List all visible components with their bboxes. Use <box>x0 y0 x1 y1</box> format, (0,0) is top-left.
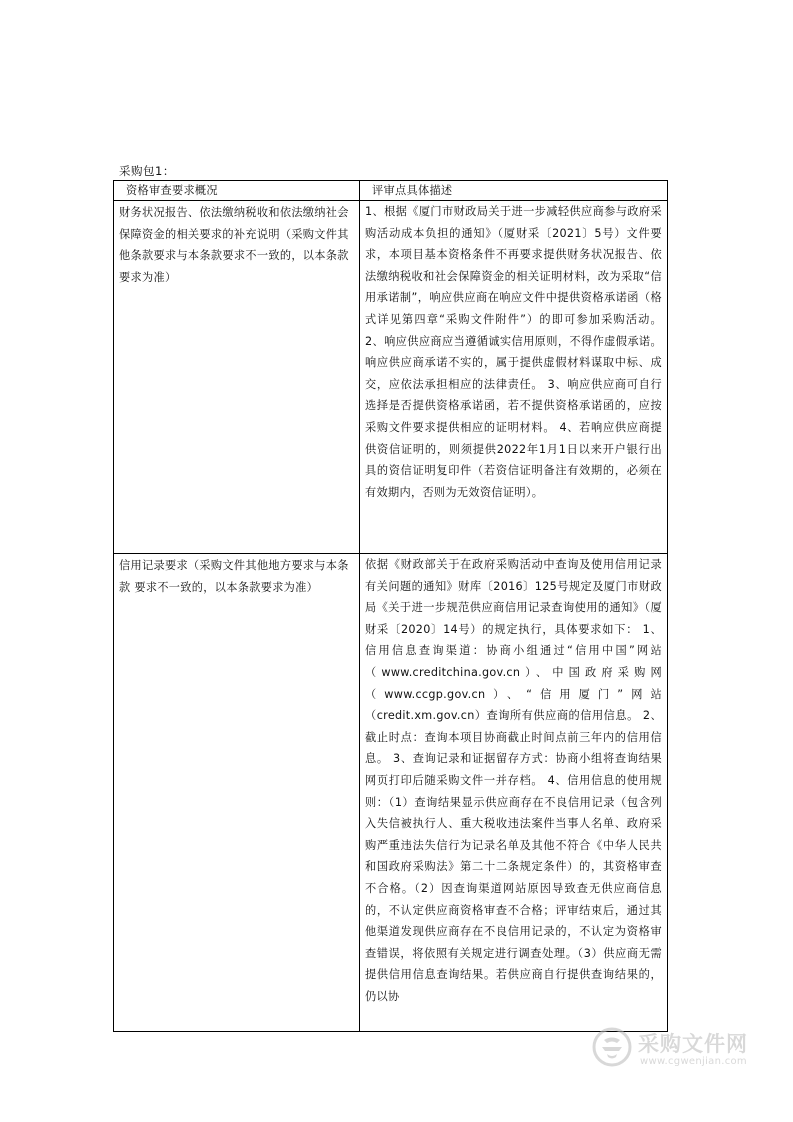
requirement-cell: 财务状况报告、依法缴纳税收和依法缴纳社会保障资金的相关要求的补充说明（采购文件其他条款要求与本条款要求不一致的，以本条款要求为准） <box>114 201 360 554</box>
description-cell: 依据《财政部关于在政府采购活动中查询及使用信用记录有关问题的通知》财库〔2016〕125号规定及厦门市财政局《关于进一步规范供应商信用记录查询使用的通知》（厦财采〔2020〕14号）的规定执行，具体要求如下： 1、信用信息查询渠道：协商小组通过“信用中国”网站（www.creditchina.gov.cn）、中国政府采购网（www.ccgp.gov.cn）、“信用厦门”网站（credit.xm.gov.cn）查询所有供应商的信用信息。 2、截止时点：查询本项目协商截止时间点前三年内的信用信息。 3、查询记录和证据留存方式：协商小组将查询结果网页打印后随采购文件一并存档。 4、信用信息的使用规则：（1）查询结果显示供应商存在不良信用记录（包含列入失信被执行人、重大税收违法案件当事人名单、政府采购严重违法失信行为记录名单及其他不符合《中华人民共和国政府采购法》第二十二条规定条件）的，其资格审查不合格。（2）因查询渠道网站原因导致查无供应商信息的，不认定供应商资格审查不合格；评审结束后，通过其他渠道发现供应商存在不良信用记录的，不认定为资格审查错误，将依照有关规定进行调查处理。（3）供应商无需提供信用信息查询结果。若供应商自行提供查询结果的，仍以协 <box>360 554 668 1032</box>
header-review-point-description: 评审点具体描述 <box>360 181 668 201</box>
description-cell: 1、根据《厦门市财政局关于进一步减轻供应商参与政府采购活动成本负担的通知》（厦财采〔2021〕5号）文件要求，本项目基本资格条件不再要求提供财务状况报告、依法缴纳税收和社会保障资金的相关证明材料，改为采取“信用承诺制”，响应供应商在响应文件中提供资格承诺函（格式详见第四章“采购文件附件”）的即可参加采购活动。 2、响应供应商应当遵循诚实信用原则，不得作虚假承诺。响应供应商承诺不实的，属于提供虚假材料谋取中标、成交，应依法承担相应的法律责任。 3、响应供应商可自行选择是否提供资格承诺函，若不提供资格承诺函的，应按采购文件要求提供相应的证明材料。 4、若响应供应商提供资信证明的，则须提供2022年1月1日以来开户银行出具的资信证明复印件（若资信证明备注有效期的，必须在有效期内，否则为无效资信证明）。 <box>360 201 668 554</box>
qualification-table <box>113 180 668 1032</box>
table-header-row <box>114 181 668 201</box>
watermark-logo-icon <box>592 1027 632 1067</box>
watermark-url: www.cgwenjian.com <box>640 1056 747 1067</box>
header-requirement-overview: 资格审查要求概况 <box>114 181 360 201</box>
site-watermark <box>592 1025 772 1075</box>
table-row <box>114 554 668 1032</box>
table-row <box>114 201 668 554</box>
requirement-cell: 信用记录要求（采购文件其他地方要求与本条款 要求不一致的，以本条款要求为准） <box>114 554 360 1032</box>
procurement-package-label: 采购包1： <box>119 164 175 178</box>
watermark-title: 采购文件网 <box>638 1032 748 1056</box>
